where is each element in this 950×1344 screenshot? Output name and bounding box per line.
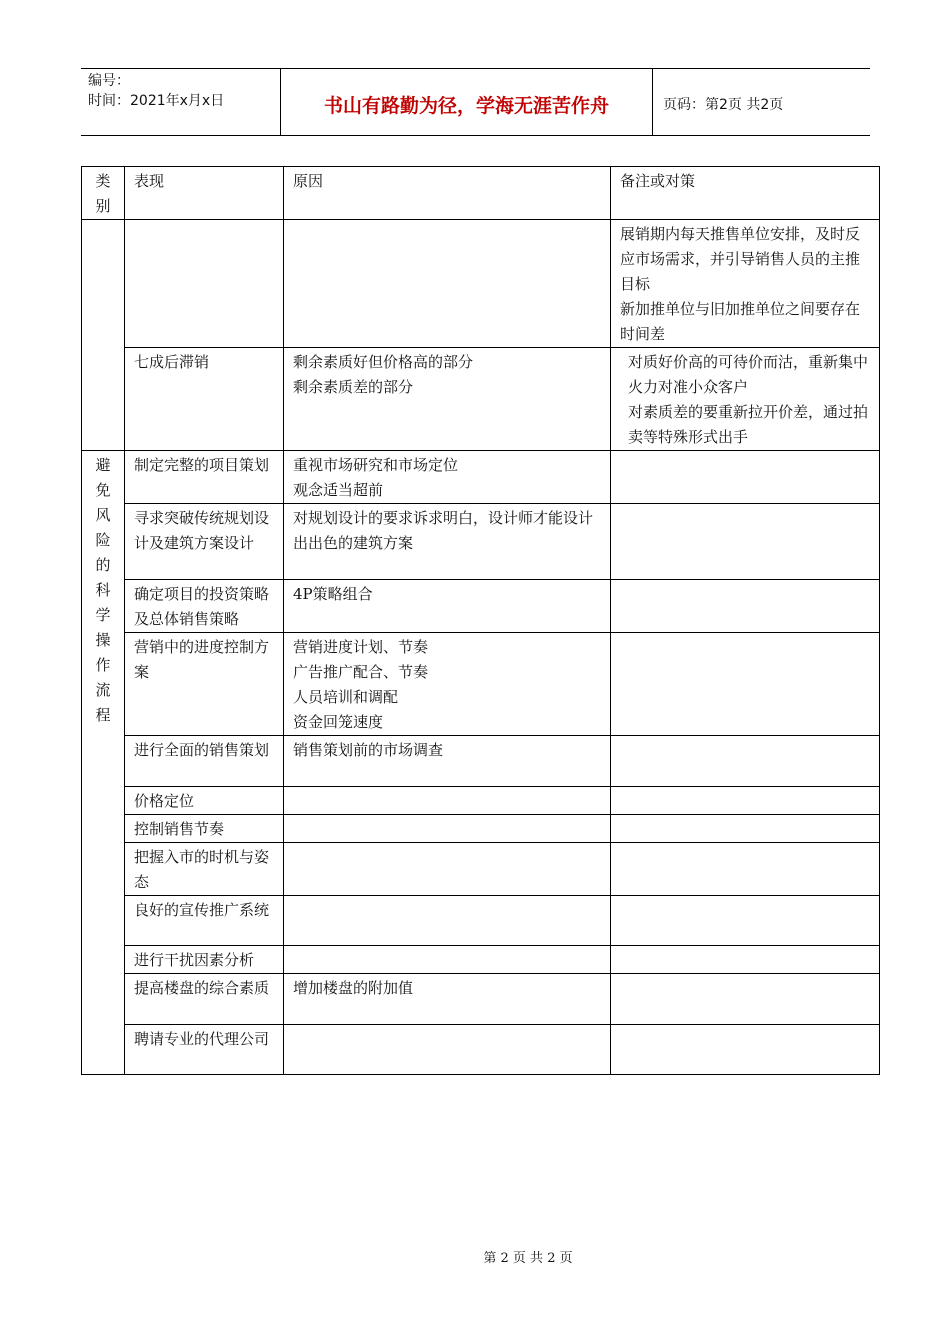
header-performance: 表现 <box>125 167 284 220</box>
table-row <box>82 736 880 787</box>
reason-cell <box>284 220 611 348</box>
performance-cell <box>125 220 284 348</box>
table-row <box>82 580 880 633</box>
category-cell-risk-avoidance: 避免风险的科学操作流程 <box>82 451 125 1075</box>
table-row <box>82 787 880 815</box>
performance-cell: 价格定位 <box>125 787 284 815</box>
strategy-table <box>81 166 880 1075</box>
header-category: 类别 <box>82 167 125 220</box>
table-row <box>82 896 880 946</box>
document-time-label: 时间：2021年x月x日 <box>88 93 225 109</box>
page-footer: 第 2 页 共 2 页 <box>483 1251 573 1266</box>
header-reason: 原因 <box>284 167 611 220</box>
document-number-label: 编号： <box>88 73 130 89</box>
table-header-row <box>82 167 880 220</box>
category-cell-blank <box>82 220 125 451</box>
notes-cell <box>611 451 880 504</box>
reason-cell: 营销进度计划、节奏 广告推广配合、节奏 人员培训和调配 资金回笼速度 <box>284 633 611 736</box>
header-meta <box>81 69 281 135</box>
page-header <box>81 68 870 136</box>
header-page-number: 页码：第2页 共2页 <box>663 97 784 113</box>
reason-cell <box>284 787 611 815</box>
reason-cell: 重视市场研究和市场定位 观念适当超前 <box>284 451 611 504</box>
performance-cell: 提高楼盘的综合素质 <box>125 974 284 1025</box>
notes-cell: 展销期内每天推售单位安排，及时反应市场需求，并引导销售人员的主推目标 新加推单位与旧加推单位之间要存在时间差 <box>611 220 880 348</box>
performance-cell: 确定项目的投资策略及总体销售策略 <box>125 580 284 633</box>
header-notes: 备注或对策 <box>611 167 880 220</box>
performance-cell: 良好的宣传推广系统 <box>125 896 284 946</box>
performance-cell: 七成后滞销 <box>125 348 284 451</box>
table-row <box>82 815 880 843</box>
notes-cell <box>611 946 880 974</box>
table-row <box>82 348 880 451</box>
reason-cell: 4P策略组合 <box>284 580 611 633</box>
notes-cell <box>611 815 880 843</box>
performance-cell: 进行全面的销售策划 <box>125 736 284 787</box>
table-row <box>82 843 880 896</box>
reason-cell <box>284 843 611 896</box>
notes-cell <box>611 787 880 815</box>
reason-cell <box>284 815 611 843</box>
table-row <box>82 451 880 504</box>
notes-cell <box>611 504 880 580</box>
reason-cell: 对规划设计的要求诉求明白，设计师才能设计出出色的建筑方案 <box>284 504 611 580</box>
performance-cell: 进行干扰因素分析 <box>125 946 284 974</box>
performance-cell: 聘请专业的代理公司 <box>125 1025 284 1075</box>
reason-cell <box>284 1025 611 1075</box>
performance-cell: 把握入市的时机与姿态 <box>125 843 284 896</box>
table-row <box>82 504 880 580</box>
performance-cell: 营销中的进度控制方案 <box>125 633 284 736</box>
table-row <box>82 1025 880 1075</box>
notes-cell <box>611 1025 880 1075</box>
performance-cell: 制定完整的项目策划 <box>125 451 284 504</box>
table-row <box>82 220 880 348</box>
performance-cell: 控制销售节奏 <box>125 815 284 843</box>
table-row <box>82 633 880 736</box>
notes-cell <box>611 633 880 736</box>
notes-cell <box>611 580 880 633</box>
notes-cell <box>611 736 880 787</box>
header-motto: 书山有路勤为径，学海无涯苦作舟 <box>281 69 653 135</box>
notes-cell <box>611 974 880 1025</box>
reason-cell <box>284 946 611 974</box>
performance-cell: 寻求突破传统规划设计及建筑方案设计 <box>125 504 284 580</box>
reason-cell: 销售策划前的市场调查 <box>284 736 611 787</box>
notes-cell: 对质好价高的可待价而沽，重新集中火力对准小众客户 对素质差的要重新拉开价差，通过拍卖等特殊形式出手 <box>611 348 880 451</box>
reason-cell: 剩余素质好但价格高的部分 剩余素质差的部分 <box>284 348 611 451</box>
reason-cell: 增加楼盘的附加值 <box>284 974 611 1025</box>
reason-cell <box>284 896 611 946</box>
notes-cell <box>611 843 880 896</box>
table-row <box>82 974 880 1025</box>
table-row <box>82 946 880 974</box>
notes-cell <box>611 896 880 946</box>
